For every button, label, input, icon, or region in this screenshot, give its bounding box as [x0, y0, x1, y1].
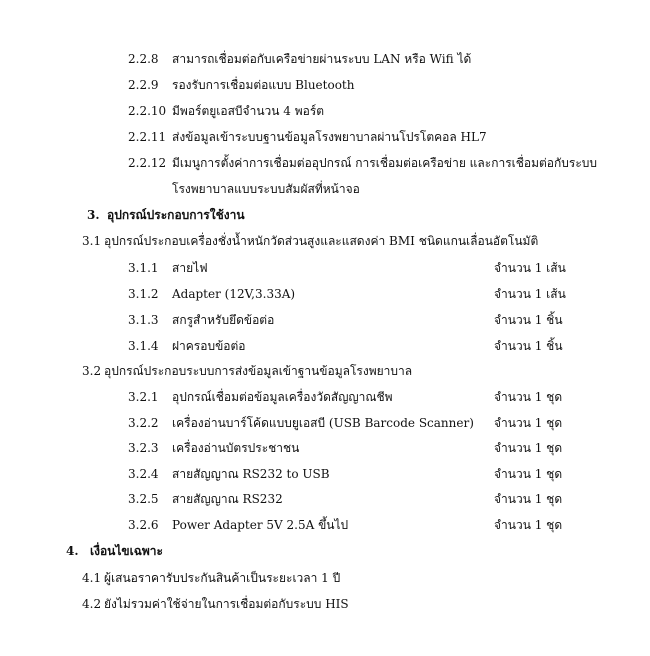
list-item [0, 126, 650, 148]
item-number: 3.2.2 [128, 416, 159, 430]
list-item [0, 567, 650, 589]
section-title: เงื่อนไขเฉพาะ [90, 544, 163, 558]
list-item [0, 152, 650, 174]
list-item [0, 283, 650, 305]
subsection-heading [0, 230, 650, 252]
item-text: Power Adapter 5V 2.5A ขึ้นไป [172, 518, 349, 532]
item-number: 4.1 [82, 571, 102, 585]
item-number: 2.2.9 [128, 78, 159, 92]
item-number: 3.2.4 [128, 467, 159, 481]
item-text: ส่งข้อมูลเข้าระบบฐานข้อมูลโรงพยาบาลผ่านโปรโตคอล HL7 [172, 130, 487, 144]
subsection-title: อุปกรณ์ประกอบระบบการส่งข้อมูลเข้าฐานข้อมูลโรงพยาบาล [104, 364, 413, 378]
item-text: เครื่องอ่านบาร์โค้ดแบบยูเอสบี (USB Barcode Scanner) [172, 416, 474, 430]
item-text: ยังไม่รวมค่าใช้จ่ายในการเชื่อมต่อกับระบบ HIS [104, 597, 349, 611]
list-item [0, 488, 650, 510]
item-text: โรงพยาบาลแบบระบบสัมผัสที่หน้าจอ [172, 182, 360, 196]
item-text: ฝาครอบข้อต่อ [172, 339, 246, 353]
item-number: 4.2 [82, 597, 102, 611]
section-number: 3. [87, 208, 100, 222]
item-quantity: จำนวน 1 ชุด [494, 518, 563, 532]
section-title: อุปกรณ์ประกอบการใช้งาน [107, 208, 245, 222]
section-heading [0, 540, 650, 562]
section-number: 4. [66, 544, 79, 558]
subsection-title: อุปกรณ์ประกอบเครื่องชั่งน้ำหนักวัดส่วนสูงและแสดงค่า BMI ชนิดแกนเลื่อนอัตโนมัติ [104, 234, 539, 248]
list-item [0, 48, 650, 70]
item-quantity: จำนวน 1 ชุด [494, 467, 563, 481]
list-item [0, 100, 650, 122]
subsection-number: 3.2 [82, 364, 102, 378]
item-number: 2.2.11 [128, 130, 167, 144]
item-quantity: จำนวน 1 ชุด [494, 390, 563, 404]
item-text: ผู้เสนอราคารับประกันสินค้าเป็นระยะเวลา 1 ปี [104, 571, 341, 585]
item-text: รองรับการเชื่อมต่อแบบ Bluetooth [172, 78, 355, 92]
subsection-heading [0, 360, 650, 382]
item-number: 2.2.8 [128, 52, 159, 66]
list-item [0, 514, 650, 536]
item-number: 3.1.4 [128, 339, 159, 353]
item-quantity: จำนวน 1 ชิ้น [494, 339, 563, 353]
item-number: 3.2.5 [128, 492, 159, 506]
item-text: อุปกรณ์เชื่อมต่อข้อมูลเครื่องวัดสัญญาณชีพ [172, 390, 393, 404]
item-number: 3.2.1 [128, 390, 159, 404]
item-text: สามารถเชื่อมต่อกับเครือข่ายผ่านระบบ LAN หรือ Wifi ได้ [172, 52, 472, 66]
list-item [0, 257, 650, 279]
list-item [0, 335, 650, 357]
item-text: สกรูสำหรับยึดข้อต่อ [172, 313, 275, 327]
item-quantity: จำนวน 1 เส้น [494, 287, 566, 301]
item-text: สายสัญญาณ RS232 [172, 492, 283, 506]
item-text: Adapter (12V,3.33A) [172, 287, 296, 301]
list-item [0, 309, 650, 331]
list-item [0, 463, 650, 485]
item-text: มีเมนูการตั้งค่าการเชื่อมต่ออุปกรณ์ การเชื่อมต่อเครือข่าย และการเชื่อมต่อกับระบบ [172, 156, 598, 170]
subsection-number: 3.1 [82, 234, 102, 248]
item-number: 3.1.1 [128, 261, 159, 275]
item-number: 3.2.3 [128, 441, 159, 455]
item-quantity: จำนวน 1 ชุด [494, 416, 563, 430]
list-item [0, 386, 650, 408]
item-text: เครื่องอ่านบัตรประชาชน [172, 441, 300, 455]
list-item [0, 593, 650, 615]
item-quantity: จำนวน 1 ชุด [494, 441, 563, 455]
section-heading [0, 204, 650, 226]
list-item [0, 74, 650, 96]
list-item-continuation [0, 178, 650, 200]
item-number: 2.2.12 [128, 156, 167, 170]
item-quantity: จำนวน 1 เส้น [494, 261, 566, 275]
item-number: 2.2.10 [128, 104, 167, 118]
item-quantity: จำนวน 1 ชุด [494, 492, 563, 506]
item-quantity: จำนวน 1 ชิ้น [494, 313, 563, 327]
list-item [0, 437, 650, 459]
item-number: 3.1.3 [128, 313, 159, 327]
item-text: สายสัญญาณ RS232 to USB [172, 467, 330, 481]
item-number: 3.1.2 [128, 287, 159, 301]
item-text: มีพอร์ตยูเอสบีจำนวน 4 พอร์ต [172, 104, 325, 118]
list-item [0, 412, 650, 434]
item-number: 3.2.6 [128, 518, 159, 532]
item-text: สายไฟ [172, 261, 208, 275]
